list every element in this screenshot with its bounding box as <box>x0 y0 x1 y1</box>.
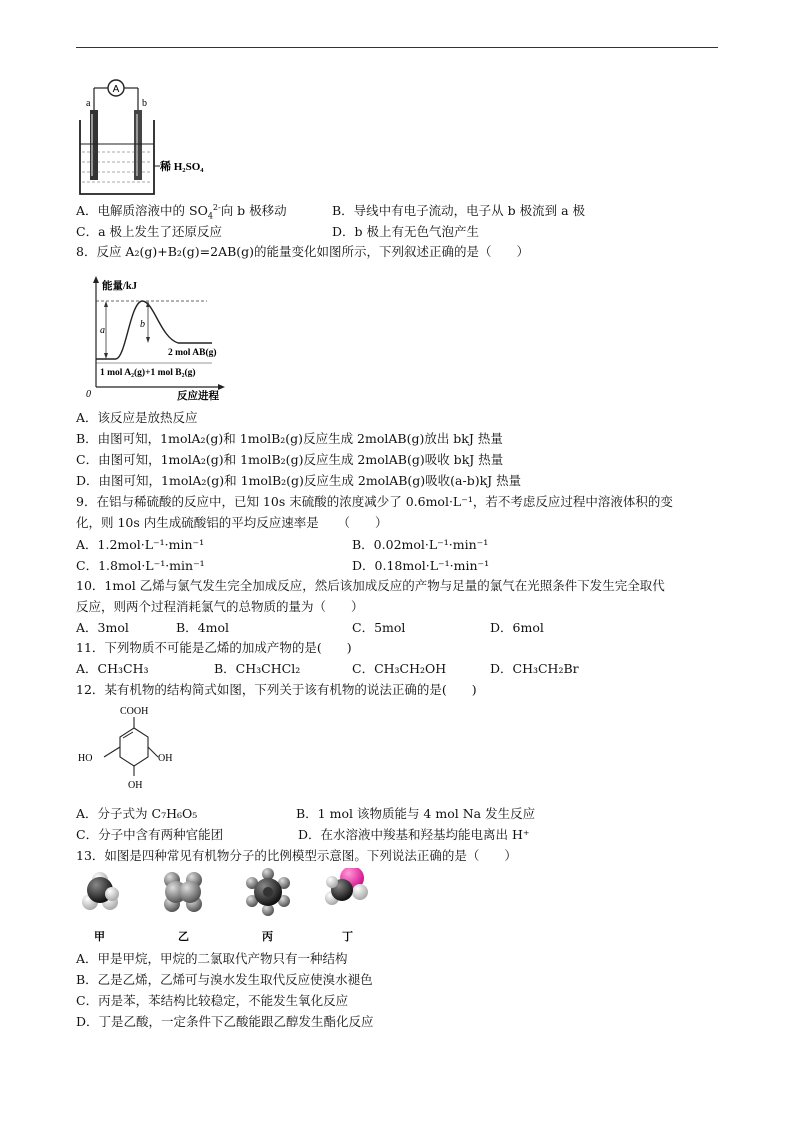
header-rule <box>76 47 718 48</box>
reactant-label: 1 mol A₂(g)+1 mol B₂(g) <box>100 368 196 378</box>
q11-option-c: C．CH₃CH₂OH <box>352 661 447 676</box>
label-b: b <box>140 319 145 330</box>
ethylene-model <box>164 872 202 912</box>
q9-option-a: A．1.2mol·L⁻¹·min⁻¹ <box>76 537 205 552</box>
q7-option-a: A．电解质溶液中的 $SO_4^{2-}$向 b 极移动 <box>76 202 287 221</box>
ho-left-label: HO <box>78 753 93 764</box>
q13-option-d: D．丁是乙酸，一定条件下乙酸能跟乙醇发生酯化反应 <box>76 1014 374 1029</box>
label-yi: 乙 <box>178 930 189 943</box>
q11-option-d: D．CH₃CH₂Br <box>490 661 579 676</box>
electrode-b-label: b <box>142 98 147 109</box>
galvanic-cell-figure <box>76 76 236 200</box>
q9-stem-line1: 9．在铝与稀硫酸的反应中，已知 10s 末硫酸的浓度减少了 0.6mol·L⁻¹，若不考虑反应过程中溶液体积的变 <box>76 494 673 509</box>
methane-model <box>82 872 119 910</box>
q13-option-c: C．丙是苯，苯结构比较稳定，不能发生氧化反应 <box>76 993 349 1008</box>
structure-formula-figure <box>76 704 186 800</box>
q8-option-d: D．由图可知，1molA₂(g)和 1molB₂(g)反应生成 2molAB(g)吸收(a-b)kJ 热量 <box>76 473 522 488</box>
cooh-label: COOH <box>120 706 149 717</box>
label-ding: 丁 <box>342 930 353 943</box>
q13-stem: 13．如图是四种常见有机物分子的比例模型示意图。下列说法正确的是（ ） <box>76 848 517 863</box>
q12-option-b: B．1 mol 该物质能与 4 mol Na 发生反应 <box>296 806 536 821</box>
oh-right-label: OH <box>158 753 173 764</box>
q9-option-d: D．0.18mol·L⁻¹·min⁻¹ <box>352 558 490 573</box>
q10-option-b: B．4mol <box>176 620 230 635</box>
q8-option-b: B．由图可知，1molA₂(g)和 1molB₂(g)反应生成 2molAB(g)放出 bkJ 热量 <box>76 431 503 446</box>
energy-axis-label: 能量/kJ <box>102 281 138 292</box>
product-label: 2 mol AB(g) <box>168 348 217 358</box>
electrode-a-label: a <box>86 98 91 109</box>
q8-stem: 8．反应 A₂(g)+B₂(g)=2AB(g)的能量变化如图所示，下列叙述正确的是（ ） <box>76 244 530 259</box>
q9-option-b: B．0.02mol·L⁻¹·min⁻¹ <box>352 537 489 552</box>
q8-option-c: C．由图可知，1molA₂(g)和 1molB₂(g)反应生成 2molAB(g)吸收 bkJ 热量 <box>76 452 504 467</box>
q9-option-c: C．1.8mol·L⁻¹·min⁻¹ <box>76 558 205 573</box>
q12-option-a: A．分子式为 C₇H₆O₅ <box>76 806 198 821</box>
ring <box>120 728 148 766</box>
q12-stem: 12．某有机物的结构简式如图，下列关于该有机物的说法正确的是( ) <box>76 682 477 697</box>
q12-option-c: C．分子中含有两种官能团 <box>76 827 224 842</box>
solution-label: 稀 H₂SO₄ <box>160 161 204 173</box>
label-a: a <box>100 325 105 336</box>
q11-option-a: A．CH₃CH₃ <box>76 661 149 676</box>
q7-option-b: B．导线中有电子流动，电子从 b 极流到 a 极 <box>332 203 586 218</box>
q10-stem-line2: 反应，则两个过程消耗氯气的总物质的量为（ ） <box>76 599 364 614</box>
energy-diagram <box>82 275 252 403</box>
q7-option-d: D．b 极上有无色气泡产生 <box>332 224 479 239</box>
q7-option-c: C．a 极上发生了还原反应 <box>76 224 222 239</box>
q13-option-a: A．甲是甲烷，甲烷的二氯取代产物只有一种结构 <box>76 951 348 966</box>
q12-option-d: D．在水溶液中羧基和羟基均能电离出 H⁺ <box>298 827 530 842</box>
label-jia: 甲 <box>94 930 105 943</box>
q10-stem-line1: 10．1mol 乙烯与氯气发生完全加成反应，然后该加成反应的产物与足量的氯气在光照条件下发生完全取代 <box>76 578 665 593</box>
q10-option-c: C．5mol <box>352 620 406 635</box>
q13-option-b: B．乙是乙烯，乙烯可与溴水发生取代反应使溴水褪色 <box>76 972 373 987</box>
q10-option-a: A．3mol <box>76 620 129 635</box>
ammeter-label: A <box>112 84 120 95</box>
q11-option-b: B．CH₃CHCl₂ <box>214 661 301 676</box>
oh-bottom-label: OH <box>128 780 143 791</box>
label-bing: 丙 <box>262 930 273 943</box>
acetic-acid-model <box>325 868 368 905</box>
reaction-progress-label: 反应进程 <box>177 391 219 402</box>
q10-option-d: D．6mol <box>490 620 544 635</box>
q9-stem-line2: 化，则 10s 内生成硫酸铝的平均反应速率是 （ ） <box>76 515 388 530</box>
q8-option-a: A．该反应是放热反应 <box>76 410 198 425</box>
origin-label: 0 <box>86 389 91 400</box>
q11-stem: 11．下列物质不可能是乙烯的加成产物的是( ) <box>76 640 352 655</box>
benzene-model <box>246 868 290 916</box>
molecule-models-figure <box>76 868 396 946</box>
